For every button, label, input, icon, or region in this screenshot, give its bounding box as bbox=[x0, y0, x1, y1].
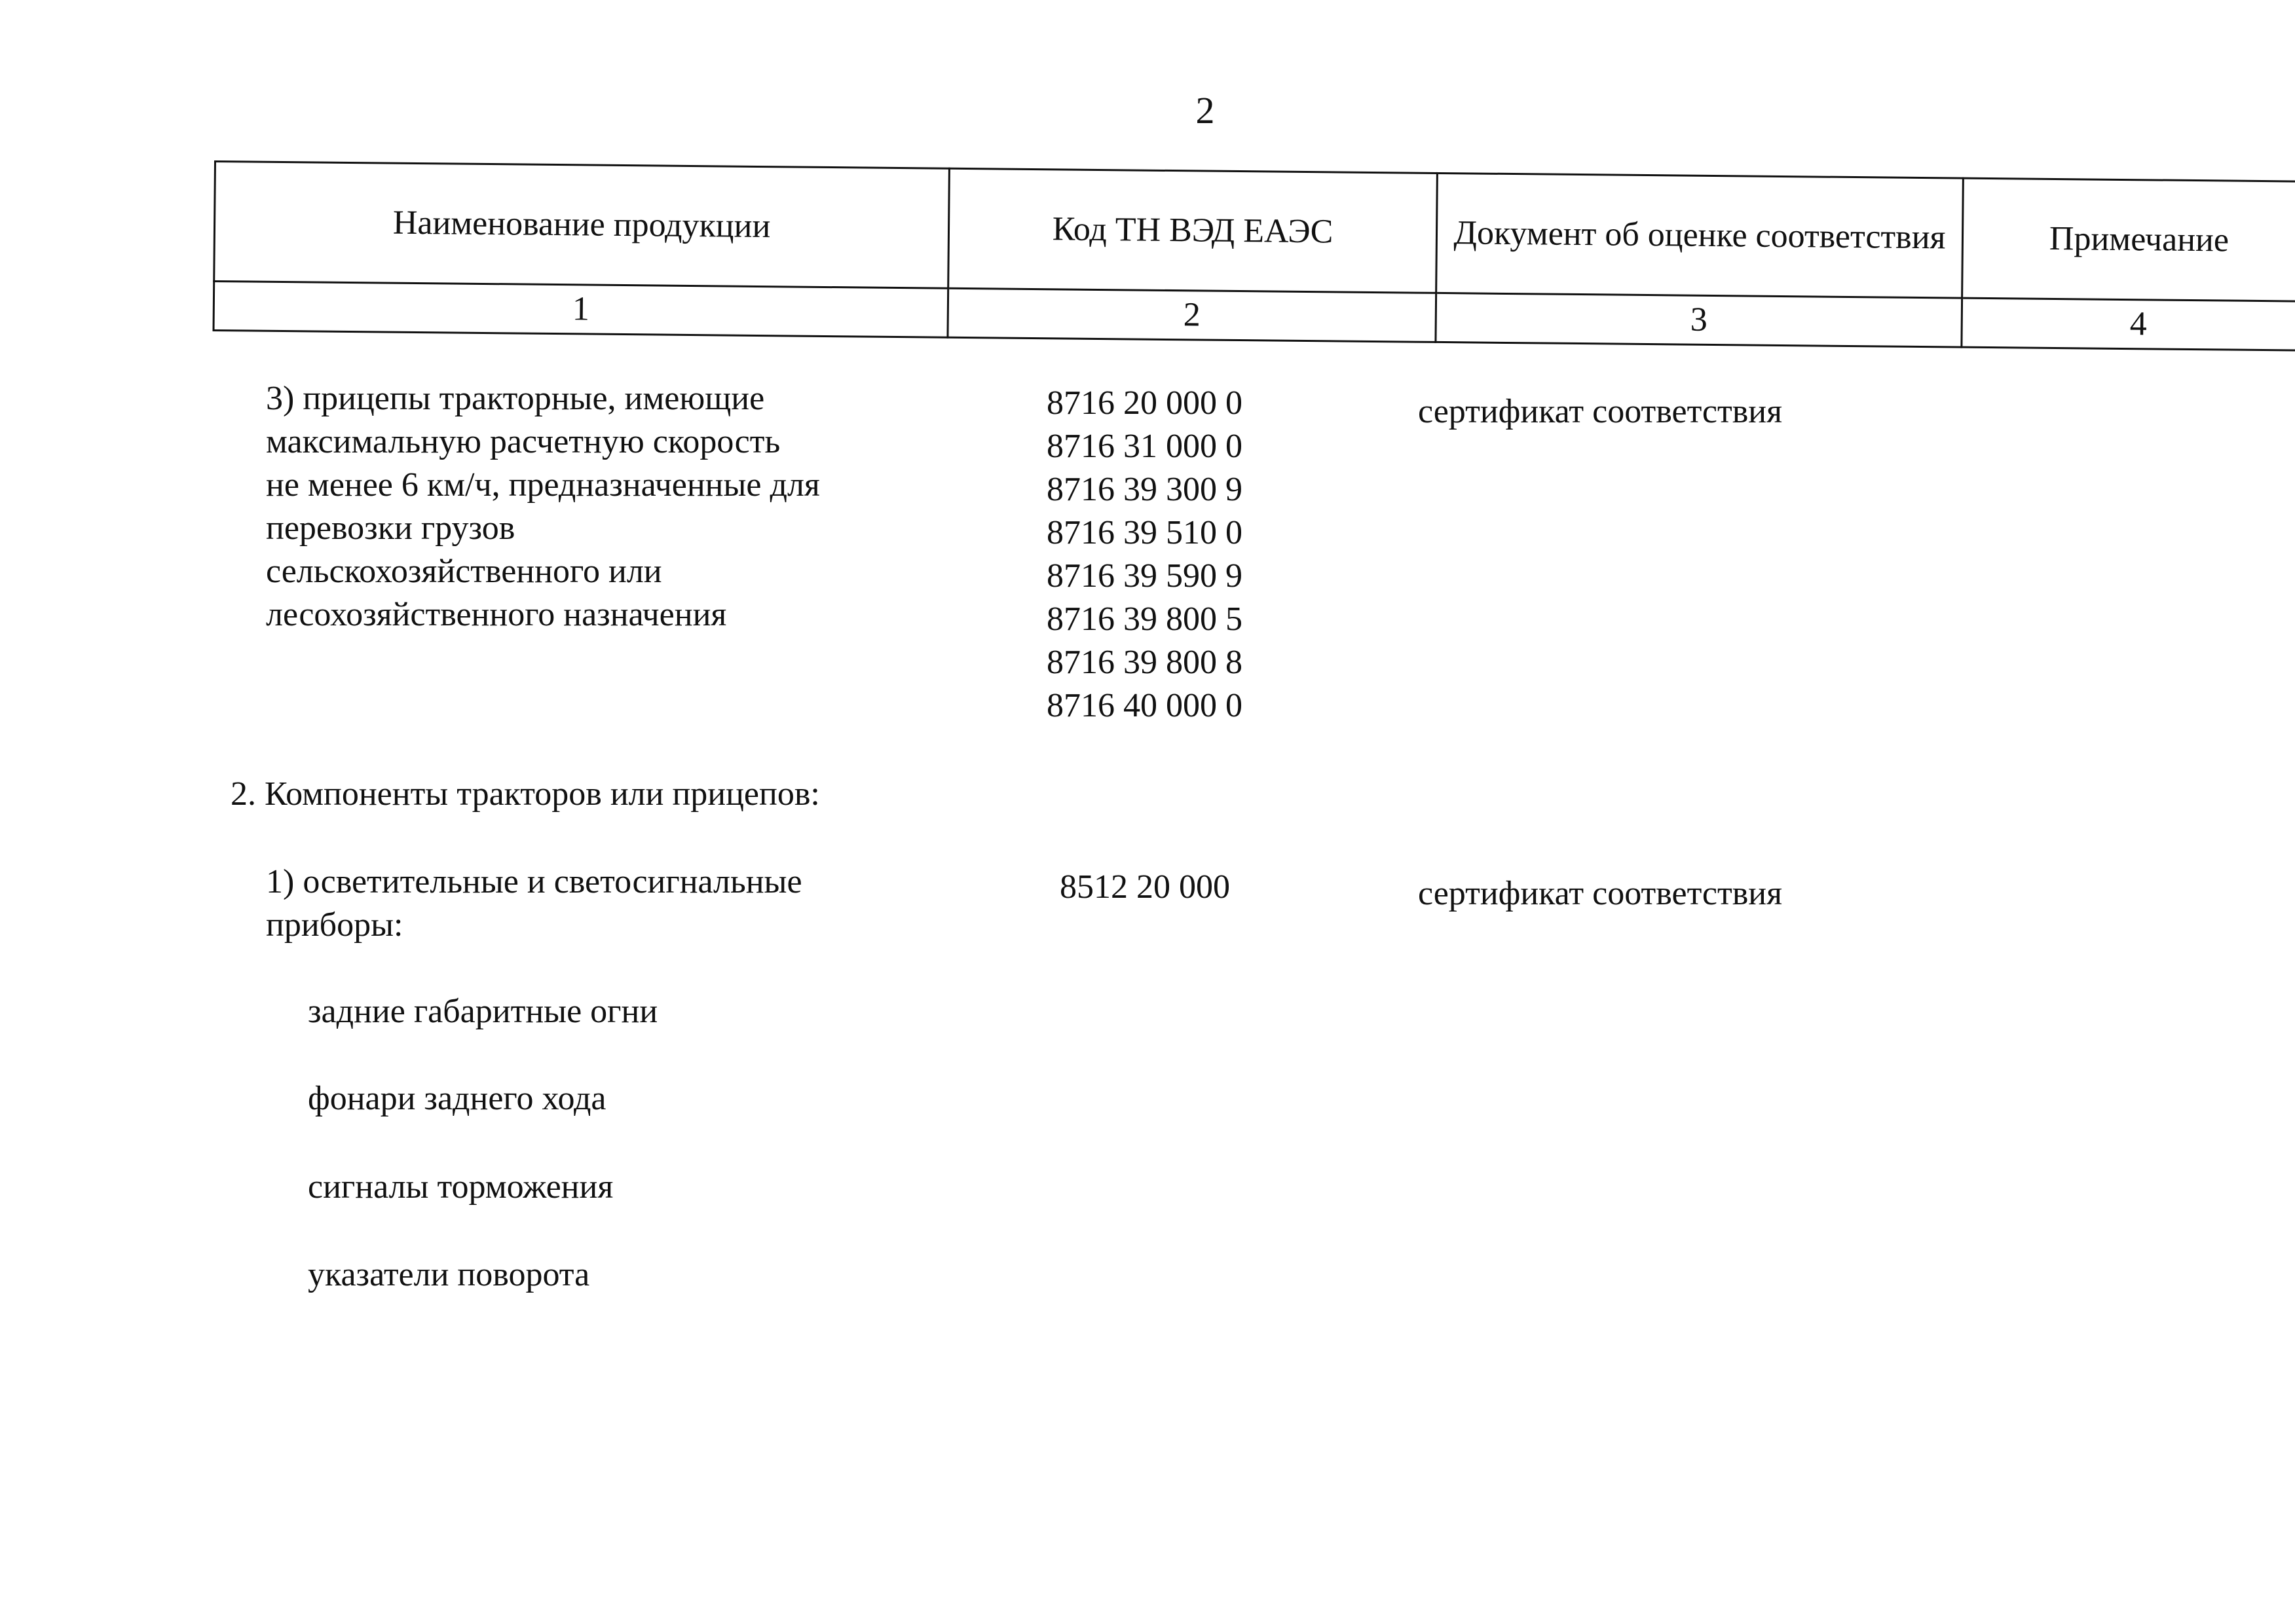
subitem-direction-indicators: указатели поворота bbox=[308, 1256, 590, 1293]
item-3-code: 8716 39 510 0 bbox=[1047, 514, 1242, 551]
item-2-1-document: сертификат соответствия bbox=[1418, 875, 1783, 912]
item-3-name bbox=[266, 377, 820, 637]
column-number-1: 1 bbox=[214, 282, 948, 338]
item-3-name-line: 3) прицепы тракторные, имеющие bbox=[266, 380, 765, 417]
item-2-1-name-line: 1) осветительные и светосигнальные bbox=[266, 863, 802, 900]
column-number-4: 4 bbox=[1962, 298, 2295, 350]
item-2-1-name-line: приборы: bbox=[266, 906, 403, 944]
item-3-code: 8716 40 000 0 bbox=[1047, 687, 1242, 724]
item-3-name-line: лесохозяйственного назначения bbox=[266, 596, 727, 633]
item-3-code: 8716 20 000 0 bbox=[1047, 384, 1242, 422]
item-2-1-name bbox=[266, 860, 802, 947]
item-3-code: 8716 39 300 9 bbox=[1047, 471, 1242, 508]
subitem-rear-position-lamps: задние габаритные огни bbox=[308, 993, 658, 1030]
section-2-title: 2. Компоненты тракторов или прицепов: bbox=[231, 775, 820, 813]
item-3-name-line: перевозки грузов bbox=[266, 509, 515, 547]
item-3-code: 8716 39 800 5 bbox=[1047, 600, 1242, 638]
column-number-2: 2 bbox=[948, 288, 1436, 342]
column-title-tn-ved-code: Код ТН ВЭД ЕАЭС bbox=[948, 168, 1438, 293]
column-title-note: Примечание bbox=[1962, 178, 2295, 301]
table-header-titles-row bbox=[214, 162, 2295, 302]
column-title-product-name: Наименование продукции bbox=[214, 162, 950, 289]
column-title-conformity-document: Документ об оценке соответствия bbox=[1436, 173, 1964, 298]
item-2-1-code: 8512 20 000 bbox=[1060, 868, 1230, 906]
item-3-name-line: не менее 6 км/ч, предназначенные для bbox=[266, 466, 820, 504]
page-number: 2 bbox=[1195, 89, 1215, 132]
subitem-reversing-lamps: фонари заднего хода bbox=[308, 1080, 606, 1117]
subitem-stop-lamps: сигналы торможения bbox=[308, 1168, 614, 1206]
item-3-document: сертификат соответствия bbox=[1418, 393, 1783, 430]
item-3-code: 8716 31 000 0 bbox=[1047, 428, 1242, 465]
item-3-name-line: сельскохозяйственного или bbox=[266, 553, 662, 590]
column-number-3: 3 bbox=[1436, 293, 1962, 347]
table-header bbox=[212, 160, 2295, 352]
item-3-code: 8716 39 800 8 bbox=[1047, 644, 1242, 681]
item-3-codes bbox=[1047, 382, 1242, 728]
item-3-code: 8716 39 590 9 bbox=[1047, 557, 1242, 595]
item-3-name-line: максимальную расчетную скорость bbox=[266, 423, 781, 460]
